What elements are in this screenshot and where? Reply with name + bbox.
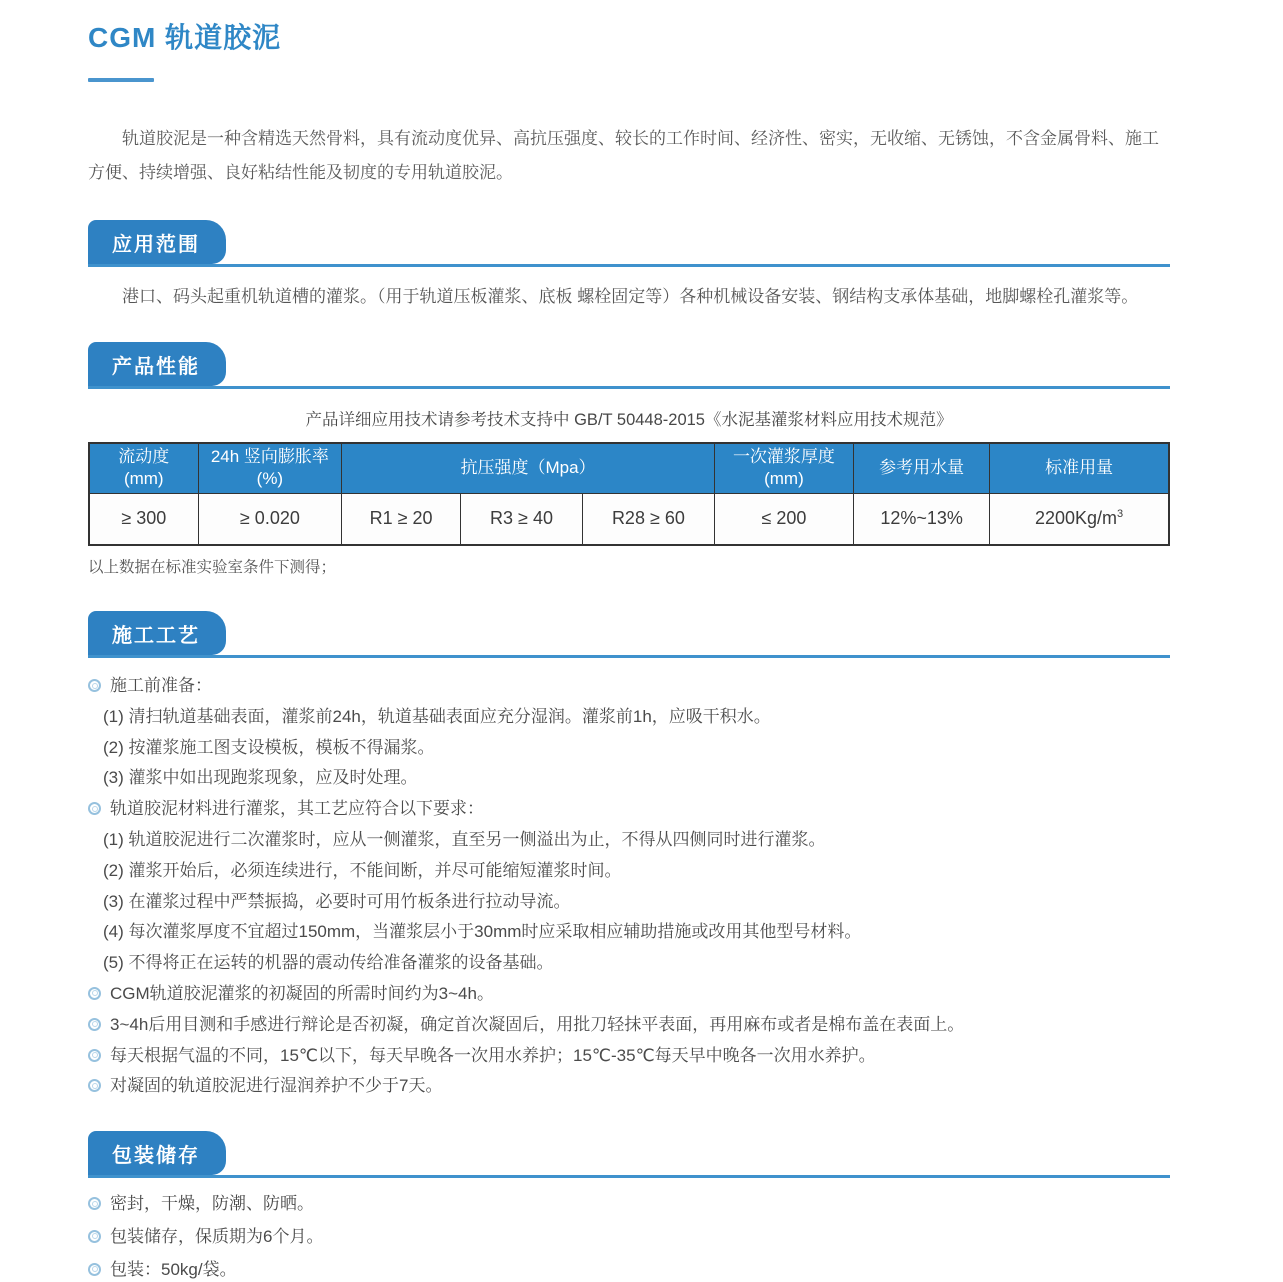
ring-bullet-icon — [88, 1049, 101, 1062]
ring-bullet-icon — [88, 1197, 101, 1210]
section-header-rule — [88, 1131, 1170, 1178]
packaging-list — [88, 1192, 1170, 1281]
value-r1: R1 ≥ 20 — [342, 493, 461, 545]
header-line: 参考用水量 — [879, 458, 965, 478]
header-water-ratio — [854, 443, 990, 493]
header-line: 流动度 — [118, 447, 170, 467]
header-grouting-thickness — [714, 443, 853, 493]
list-item-text: (1) 清扫轨道基础表面，灌浆前24h，轨道基础表面应充分湿润。灌浆前1h，应吸干积水。 — [103, 706, 771, 726]
section-heading-application: 应用范围 — [88, 220, 226, 264]
usage-sup: 3 — [1117, 508, 1124, 521]
header-standard-usage — [990, 443, 1169, 493]
list-item-text: 施工前准备： — [110, 676, 212, 695]
list-item-text: 每天根据气温的不同，15℃以下，每天早晚各一次用水养护；15℃-35℃每天早中晚各一次用水养护。 — [110, 1045, 876, 1065]
list-item-text: 包装储存，保质期为6个月。 — [110, 1226, 324, 1246]
construction-steps-list — [88, 674, 1170, 1098]
header-flowability — [89, 443, 198, 493]
list-item — [88, 1074, 1170, 1098]
value-r28: R28 ≥ 60 — [583, 493, 715, 545]
intro-paragraph: 轨道胶泥是一种含精选天然骨料，具有流动度优异、高抗压强度、较长的工作时间、经济性、密实，无收缩、无锈蚀，不含金属骨料、施工方便、持续增强、良好粘结性能及韧度的专用轨道胶泥。 — [88, 129, 1159, 182]
list-item — [88, 828, 1170, 852]
list-item-text: 3~4h后用目测和手感进行辩论是否初凝，确定首次凝固后，用批刀轻抹平表面，再用麻布或者是棉布盖在表面上。 — [110, 1014, 965, 1034]
list-item-text: CGM轨道胶泥灌浆的初凝固的所需时间约为3~4h。 — [110, 983, 494, 1003]
list-item-text: (3) 灌浆中如出现跑浆现象，应及时处理。 — [103, 768, 418, 788]
title-underline — [88, 78, 154, 82]
list-item — [88, 1225, 1170, 1249]
list-item — [88, 766, 1170, 790]
list-item-text: (4) 每次灌浆厚度不宜超过150mm，当灌浆层小于30mm时应采取相应辅助措施或改用其他型号材料。 — [103, 922, 862, 942]
list-item — [88, 674, 1170, 698]
ring-bullet-icon — [88, 987, 101, 1000]
header-unit: (mm) — [764, 469, 804, 489]
ring-bullet-icon — [88, 1018, 101, 1031]
list-item-text: 对凝固的轨道胶泥进行湿润养护不少于7天。 — [110, 1076, 443, 1096]
list-item-text: (2) 按灌浆施工图支设模板，模板不得漏浆。 — [103, 737, 435, 757]
header-line: 一次灌浆厚度 — [732, 447, 835, 467]
list-item-text: (2) 灌浆开始后，必须连续进行，不能间断，并尽可能缩短灌浆时间。 — [103, 860, 622, 880]
list-item — [88, 890, 1170, 914]
list-item — [88, 1192, 1170, 1216]
list-item — [88, 1013, 1170, 1037]
ring-bullet-icon — [88, 1230, 101, 1243]
list-item-text: (1) 轨道胶泥进行二次灌浆时，应从一侧灌浆，直至另一侧溢出为止，不得从四侧同时进行灌浆。 — [103, 829, 826, 849]
section-packaging — [88, 1131, 1170, 1281]
list-item-text: (5) 不得将正在运转的机器的震动传给准备灌浆的设备基础。 — [103, 953, 554, 973]
header-line: 标准用量 — [1045, 458, 1114, 478]
value-water-ratio: 12%~13% — [854, 493, 990, 545]
header-compressive-strength — [342, 443, 715, 493]
list-item — [88, 859, 1170, 883]
list-item-text: 轨道胶泥材料进行灌浆，其工艺应符合以下要求： — [110, 799, 484, 819]
value-expansion: ≥ 0.020 — [198, 493, 342, 545]
header-line: 抗压强度（Mpa） — [460, 458, 596, 478]
header-expansion — [198, 443, 342, 493]
table-value-row — [89, 493, 1169, 545]
performance-table — [88, 442, 1170, 546]
ring-bullet-icon — [88, 1263, 101, 1276]
section-performance — [88, 342, 1170, 577]
ring-bullet-icon — [88, 802, 101, 815]
section-header-rule — [88, 342, 1170, 389]
header-unit: (%) — [256, 469, 284, 489]
list-item — [88, 1258, 1170, 1282]
list-item-text: 密封，干燥，防潮、防晒。 — [110, 1194, 314, 1214]
value-standard-usage — [990, 493, 1169, 545]
value-thickness: ≤ 200 — [714, 493, 853, 545]
list-item — [88, 797, 1170, 821]
header-unit: (mm) — [123, 469, 164, 489]
list-item — [88, 982, 1170, 1006]
list-item — [88, 736, 1170, 760]
ring-bullet-icon — [88, 1079, 101, 1092]
section-heading-construction: 施工工艺 — [88, 611, 226, 655]
ring-bullet-icon — [88, 679, 101, 692]
section-header-rule — [88, 220, 1170, 267]
section-heading-performance: 产品性能 — [88, 342, 226, 386]
list-item — [88, 951, 1170, 975]
usage-base: 2200Kg/m — [1034, 508, 1118, 529]
performance-note: 产品详细应用技术请参考技术支持中 GB/T 50448-2015《水泥基灌浆材料应用技术规范》 — [305, 411, 953, 429]
list-item-text: 包装：50kg/袋。 — [110, 1259, 237, 1279]
list-item — [88, 705, 1170, 729]
header-line: 24h 竖向膨胀率 — [210, 447, 329, 467]
value-flowability: ≥ 300 — [89, 493, 198, 545]
value-r3: R3 ≥ 40 — [461, 493, 583, 545]
page-title: CGM 轨道胶泥 — [88, 22, 282, 53]
section-application — [88, 220, 1170, 312]
section-heading-packaging: 包装储存 — [88, 1131, 226, 1175]
section-construction — [88, 611, 1170, 1098]
list-item-text: (3) 在灌浆过程中严禁振捣，必要时可用竹板条进行拉动导流。 — [103, 891, 571, 911]
application-body: 港口、码头起重机轨道槽的灌浆。（用于轨道压板灌浆、底板 螺栓固定等）各种机械设备安装、钢结构支承体基础，地脚螺栓孔灌浆等。 — [122, 287, 1139, 306]
list-item — [88, 920, 1170, 944]
list-item — [88, 1044, 1170, 1068]
table-header-row — [89, 443, 1169, 493]
section-header-rule — [88, 611, 1170, 658]
table-footnote: 以上数据在标准实验室条件下测得； — [88, 559, 337, 576]
